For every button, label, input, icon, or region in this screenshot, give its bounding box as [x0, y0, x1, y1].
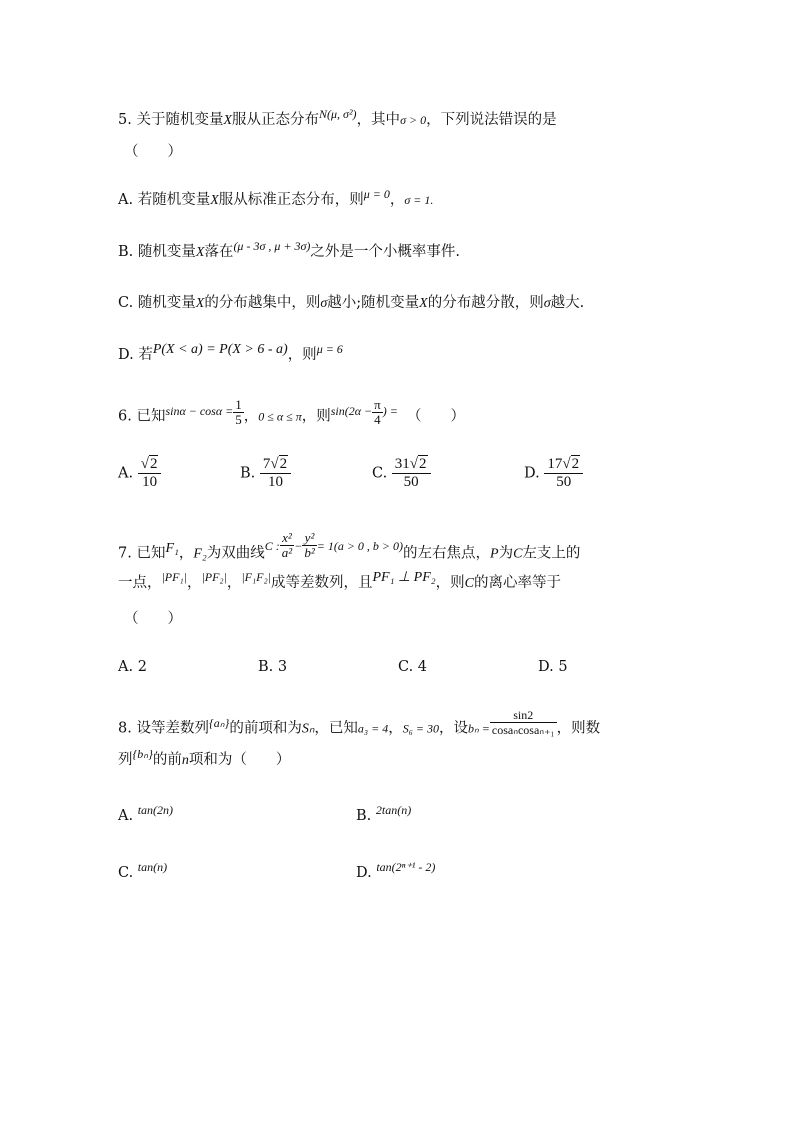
frac-den: 10: [142, 474, 158, 490]
q7-paren: [124, 609, 182, 629]
frac-den: cosaₙcosaₙ₊₁: [491, 723, 555, 737]
frac-den: 50: [403, 474, 419, 490]
q8-option-d: [356, 860, 436, 883]
math-s6: S₆ = 30: [402, 721, 439, 736]
q6-text: ，则: [301, 408, 331, 425]
math-expr: sin(2α −: [330, 403, 373, 418]
answer-paren: （ ）: [407, 408, 466, 425]
q7-option-b: [258, 657, 287, 677]
option-text: ，则: [287, 347, 317, 363]
math-sn: Sₙ: [301, 721, 315, 737]
q8-text: ，则数: [556, 720, 601, 737]
frac-den: 50: [556, 474, 572, 490]
option-text: 的分布越分散，则: [427, 295, 544, 311]
option-text: B. 3: [258, 659, 288, 675]
frac-num: sin2: [490, 708, 557, 723]
q7-text: 左支上的: [522, 545, 581, 562]
q8-text: ，已知: [314, 720, 358, 737]
var-x: X: [195, 245, 205, 260]
q6-option-c: [372, 456, 431, 491]
var-x: X: [210, 193, 219, 208]
option-label: B.: [356, 808, 372, 824]
q8-option-a: [118, 803, 174, 826]
math-expr: sinα − cosα =: [165, 403, 234, 418]
q7-text: 的离心率等于: [473, 575, 561, 591]
q6-stem: [118, 397, 466, 431]
math-abs: |F₁F₂|: [241, 570, 271, 584]
frac-den: 4: [374, 412, 381, 427]
option-text: A. 若随机变量: [118, 192, 211, 208]
q6-text: 6. 已知: [118, 408, 166, 425]
math-n: n: [181, 753, 189, 768]
option-value: tan(n): [137, 860, 168, 874]
var-x: X: [195, 296, 205, 311]
radicand: 2: [419, 456, 427, 472]
q7-text: ，: [178, 545, 194, 562]
option-value: tan(2n): [137, 803, 174, 817]
q8-stem-line2: [118, 747, 291, 771]
math-mu: μ = 6: [316, 342, 343, 356]
math-abs: |PF₁|: [161, 570, 187, 584]
math-perp: PF₁ ⊥ PF₂: [372, 570, 436, 585]
q7-text: 一点，: [118, 575, 162, 591]
option-text: C. 随机变量: [118, 295, 196, 311]
option-text: 越大.: [550, 295, 585, 311]
math-curve: C :: [264, 538, 280, 553]
option-label: B.: [240, 465, 256, 482]
math-abs: |PF₂|: [201, 570, 227, 584]
fraction: [392, 456, 431, 491]
math-f1: F₁: [165, 540, 179, 556]
q5-var-x: X: [223, 113, 233, 128]
coef: 7: [262, 456, 271, 472]
q7-text: ，: [186, 575, 202, 591]
option-text: A. 2: [118, 659, 147, 675]
frac-num: y²: [302, 531, 316, 546]
q5-option-c: [118, 293, 584, 314]
math-c: C: [464, 576, 474, 591]
fraction: [233, 398, 244, 427]
math-interval: (μ - 3σ , μ + 3σ): [233, 239, 311, 253]
fraction: [490, 708, 557, 737]
radicand: 2: [149, 456, 158, 472]
math-expr: ) =: [382, 403, 398, 418]
fraction: [280, 531, 294, 560]
frac-den: 10: [267, 474, 283, 490]
math-f2: F₂: [193, 546, 207, 562]
q8-text: ，: [388, 720, 403, 737]
math-range: 0 ≤ α ≤ π: [258, 409, 302, 424]
option-text: 的分布越集中，则: [204, 295, 321, 311]
frac-num: π: [374, 397, 381, 412]
option-label: C.: [118, 865, 134, 881]
q5-text: 5. 关于随机变量: [118, 112, 224, 128]
sqrt-icon: √2: [409, 456, 427, 472]
option-text: 之外是一个小概率事件.: [310, 244, 461, 260]
math-mu: μ = 0: [363, 187, 390, 201]
q8-option-b: [356, 803, 412, 826]
option-text: B. 随机变量: [118, 244, 196, 260]
var-x: X: [419, 296, 428, 311]
coef: 31: [394, 456, 410, 472]
fraction: [372, 398, 383, 427]
math-a3: a₃ = 4: [357, 721, 389, 736]
q7-stem-line2: [118, 570, 561, 594]
q7-text: 为: [498, 545, 514, 562]
q7-text: 7. 已知: [118, 545, 166, 562]
option-value: tan(2ⁿ⁺¹ - 2): [376, 860, 436, 874]
math-seq: {aₙ}: [208, 715, 230, 730]
q7-text: ，则: [435, 575, 465, 591]
q7-text: 成等差数列，且: [270, 575, 373, 591]
q5-text: 服从正态分布: [232, 112, 320, 128]
q5-condition: σ > 0: [400, 113, 427, 127]
option-text: D. 若: [118, 347, 153, 363]
sqrt-icon: √2: [562, 456, 580, 472]
fraction: [260, 456, 291, 491]
math-sigma: σ: [320, 296, 328, 311]
q5-option-a: [118, 187, 434, 211]
q7-text: 的左右焦点，: [403, 545, 491, 562]
option-value: 2tan(n): [375, 803, 412, 817]
math-seq: {bₙ}: [132, 747, 153, 761]
q6-option-a: [118, 456, 161, 491]
option-label: D.: [356, 865, 372, 881]
math-prob-expr: P(X < a) = P(X > 6 - a): [152, 342, 288, 357]
q8-stem-line1: [118, 708, 601, 743]
option-label: C.: [372, 465, 388, 482]
q5-option-b: [118, 239, 461, 263]
q7-text: 为双曲线: [206, 545, 265, 562]
q5-distribution: N(μ, σ²): [319, 107, 357, 121]
q7-text: ，: [226, 575, 242, 591]
option-text: ，: [389, 192, 405, 208]
math-c: C: [513, 546, 523, 562]
math-sigma: σ: [543, 296, 551, 311]
q7-option-c: [398, 657, 427, 677]
fraction: [138, 456, 162, 491]
sqrt-icon: √2: [270, 456, 288, 472]
q8-text: 的前: [152, 752, 182, 768]
math-sigma: σ = 1.: [404, 193, 434, 207]
fraction: [302, 531, 316, 560]
option-label: A.: [118, 465, 134, 482]
q8-text: ，设: [438, 720, 468, 737]
q6-text: ，: [243, 408, 259, 425]
coef: 17: [547, 456, 563, 472]
q5-text: ，下列说法错误的是: [426, 112, 557, 128]
q8-text: 列: [118, 752, 133, 768]
q7-stem-line1: [118, 530, 581, 568]
option-label: D.: [524, 465, 540, 482]
sqrt-icon: √2: [140, 456, 158, 472]
frac-den: 5: [235, 412, 242, 427]
q8-text: 项和为（ ）: [188, 752, 291, 768]
option-text: C. 4: [398, 659, 428, 675]
frac-num: x²: [280, 531, 294, 546]
q5-paren: [124, 142, 182, 162]
math-op: −: [294, 538, 303, 553]
q5-option-d: [118, 342, 343, 366]
q8-text: 8. 设等差数列: [118, 720, 209, 737]
math-p: P: [490, 546, 499, 562]
q6-option-b: [240, 456, 291, 491]
option-text: 服从标准正态分布，则: [218, 192, 364, 208]
q7-option-a: [118, 657, 147, 677]
q5-text: ，其中: [356, 112, 401, 128]
q5-stem-line1: [118, 107, 557, 131]
math-bn: bₙ =: [467, 721, 490, 736]
answer-paren: （ ）: [124, 611, 182, 627]
q6-option-d: [524, 456, 583, 491]
fraction: [544, 456, 583, 491]
radicand: 2: [571, 456, 580, 472]
option-label: A.: [118, 808, 134, 824]
q8-text: 的前项和为: [229, 720, 302, 737]
frac-den: a²: [281, 545, 293, 560]
option-text: 越小;随机变量: [327, 295, 420, 311]
frac-num: 1: [235, 397, 242, 412]
option-text: D. 5: [538, 659, 568, 675]
q7-option-d: [538, 657, 568, 677]
answer-paren: （ ）: [124, 144, 182, 160]
radicand: 2: [279, 456, 288, 472]
frac-den: b²: [304, 545, 315, 560]
option-text: 落在: [204, 244, 234, 260]
q8-option-c: [118, 860, 168, 883]
math-eq: = 1(a > 0 , b > 0): [316, 538, 404, 553]
